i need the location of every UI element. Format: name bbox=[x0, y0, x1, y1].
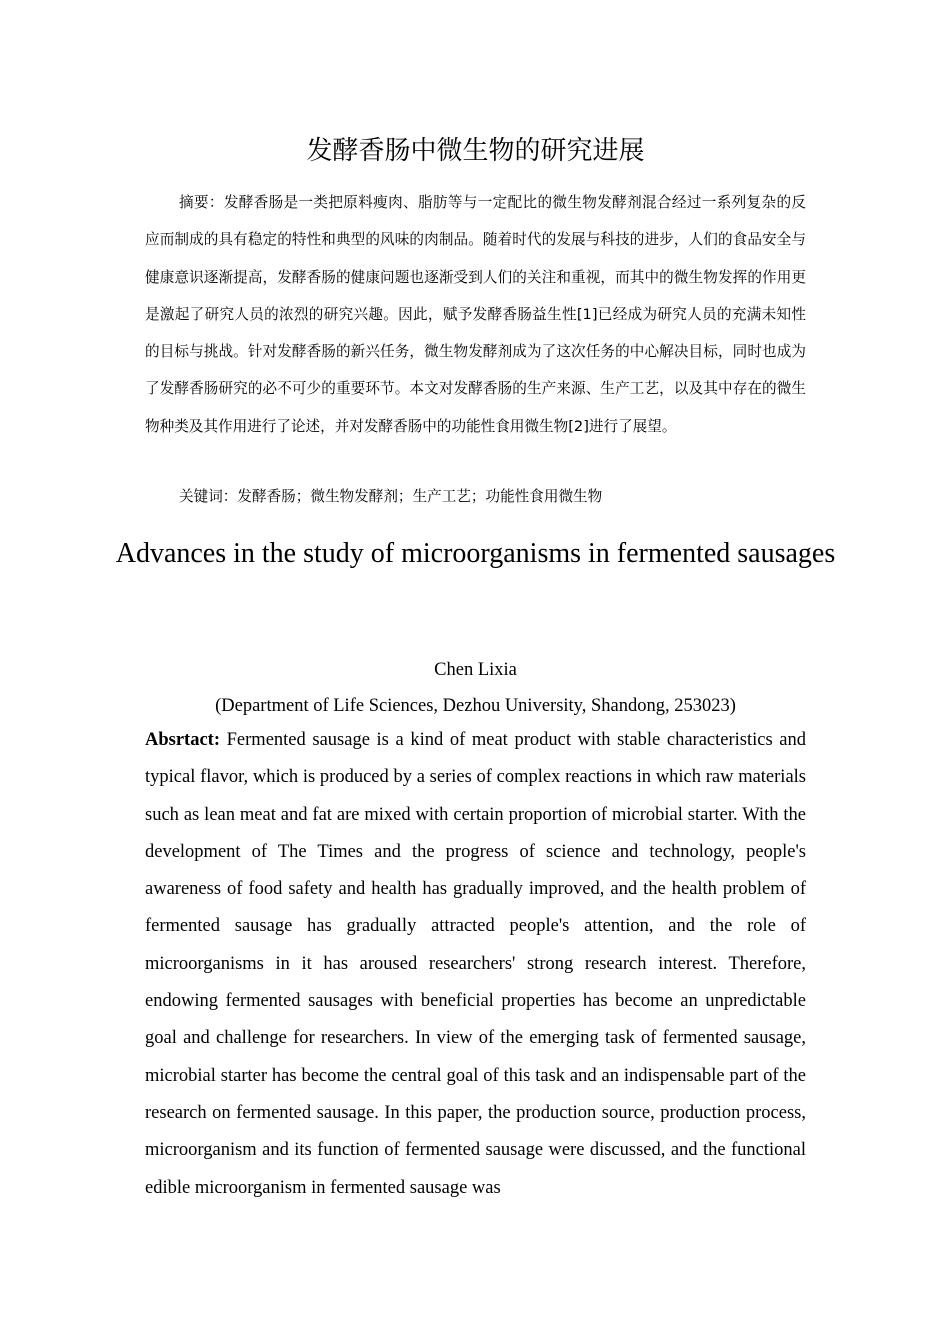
english-abstract bbox=[145, 722, 806, 1207]
chinese-abstract bbox=[145, 184, 806, 445]
chinese-keywords-text: 发酵香肠；微生物发酵剂；生产工艺；功能性食用微生物 bbox=[237, 488, 603, 505]
english-abstract-label: Absrtact: bbox=[145, 730, 221, 750]
english-title: Advances in the study of microorganisms in fermented sausages bbox=[115, 538, 836, 569]
english-abstract-text: Fermented sausage is a kind of meat product with stable characteristics and typical flavor, which is produced by a series of complex reactions in which raw materials such as lean meat and fat are mixed with certain proportion of microbial starter. With the development of The Times and the progress of science and technology, people's awareness of food safety and health has gradually improved, and the health problem of fermented sausage has gradually attracted people's attention, and the role of microorganisms in it has aroused researchers' strong research interest. Therefore, endowing fermented sausages with beneficial properties has become an unpredictable goal and challenge for researchers. In view of the emerging task of fermented sausage, microbial starter has become the central goal of this task and an indispensable part of the research on fermented sausage. In this paper, the production source, production process, microorganism and its function of fermented sausage were discussed, and the functional edible microorganism in fermented sausage was bbox=[145, 730, 806, 1198]
chinese-title: 发酵香肠中微生物的研究进展 bbox=[306, 136, 645, 166]
chinese-abstract-text: 发酵香肠是一类把原料瘦肉、脂肪等与一定配比的微生物发酵剂混合经过一系列复杂的反应而制成的具有稳定的特性和典型的风味的肉制品。随着时代的发展与科技的进步，人们的食品安全与健康意识逐渐提高，发酵香肠的健康问题也逐渐受到人们的关注和重视，而其中的微生物发挥的作用更是激起了研究人员的浓烈的研究兴趣。因此，赋予发酵香肠益生性[1]已经成为研究人员的充满未知性的目标与挑战。针对发酵香肠的新兴任务，微生物发酵剂成为了这次任务的中心解决目标，同时也成为了发酵香肠研究的必不可少的重要环节。本文对发酵香肠的生产来源、生产工艺，以及其中存在的微生物种类及其作用进行了论述，并对发酵香肠中的功能性食用微生物[2]进行了展望。 bbox=[145, 194, 806, 435]
author-name: Chen Lixia bbox=[434, 660, 517, 680]
chinese-abstract-label: 摘要： bbox=[179, 194, 224, 211]
chinese-keywords-label: 关键词： bbox=[179, 488, 238, 505]
chinese-keywords bbox=[179, 478, 806, 515]
author-affiliation: (Department of Life Sciences, Dezhou University, Shandong, 253023) bbox=[215, 696, 736, 716]
